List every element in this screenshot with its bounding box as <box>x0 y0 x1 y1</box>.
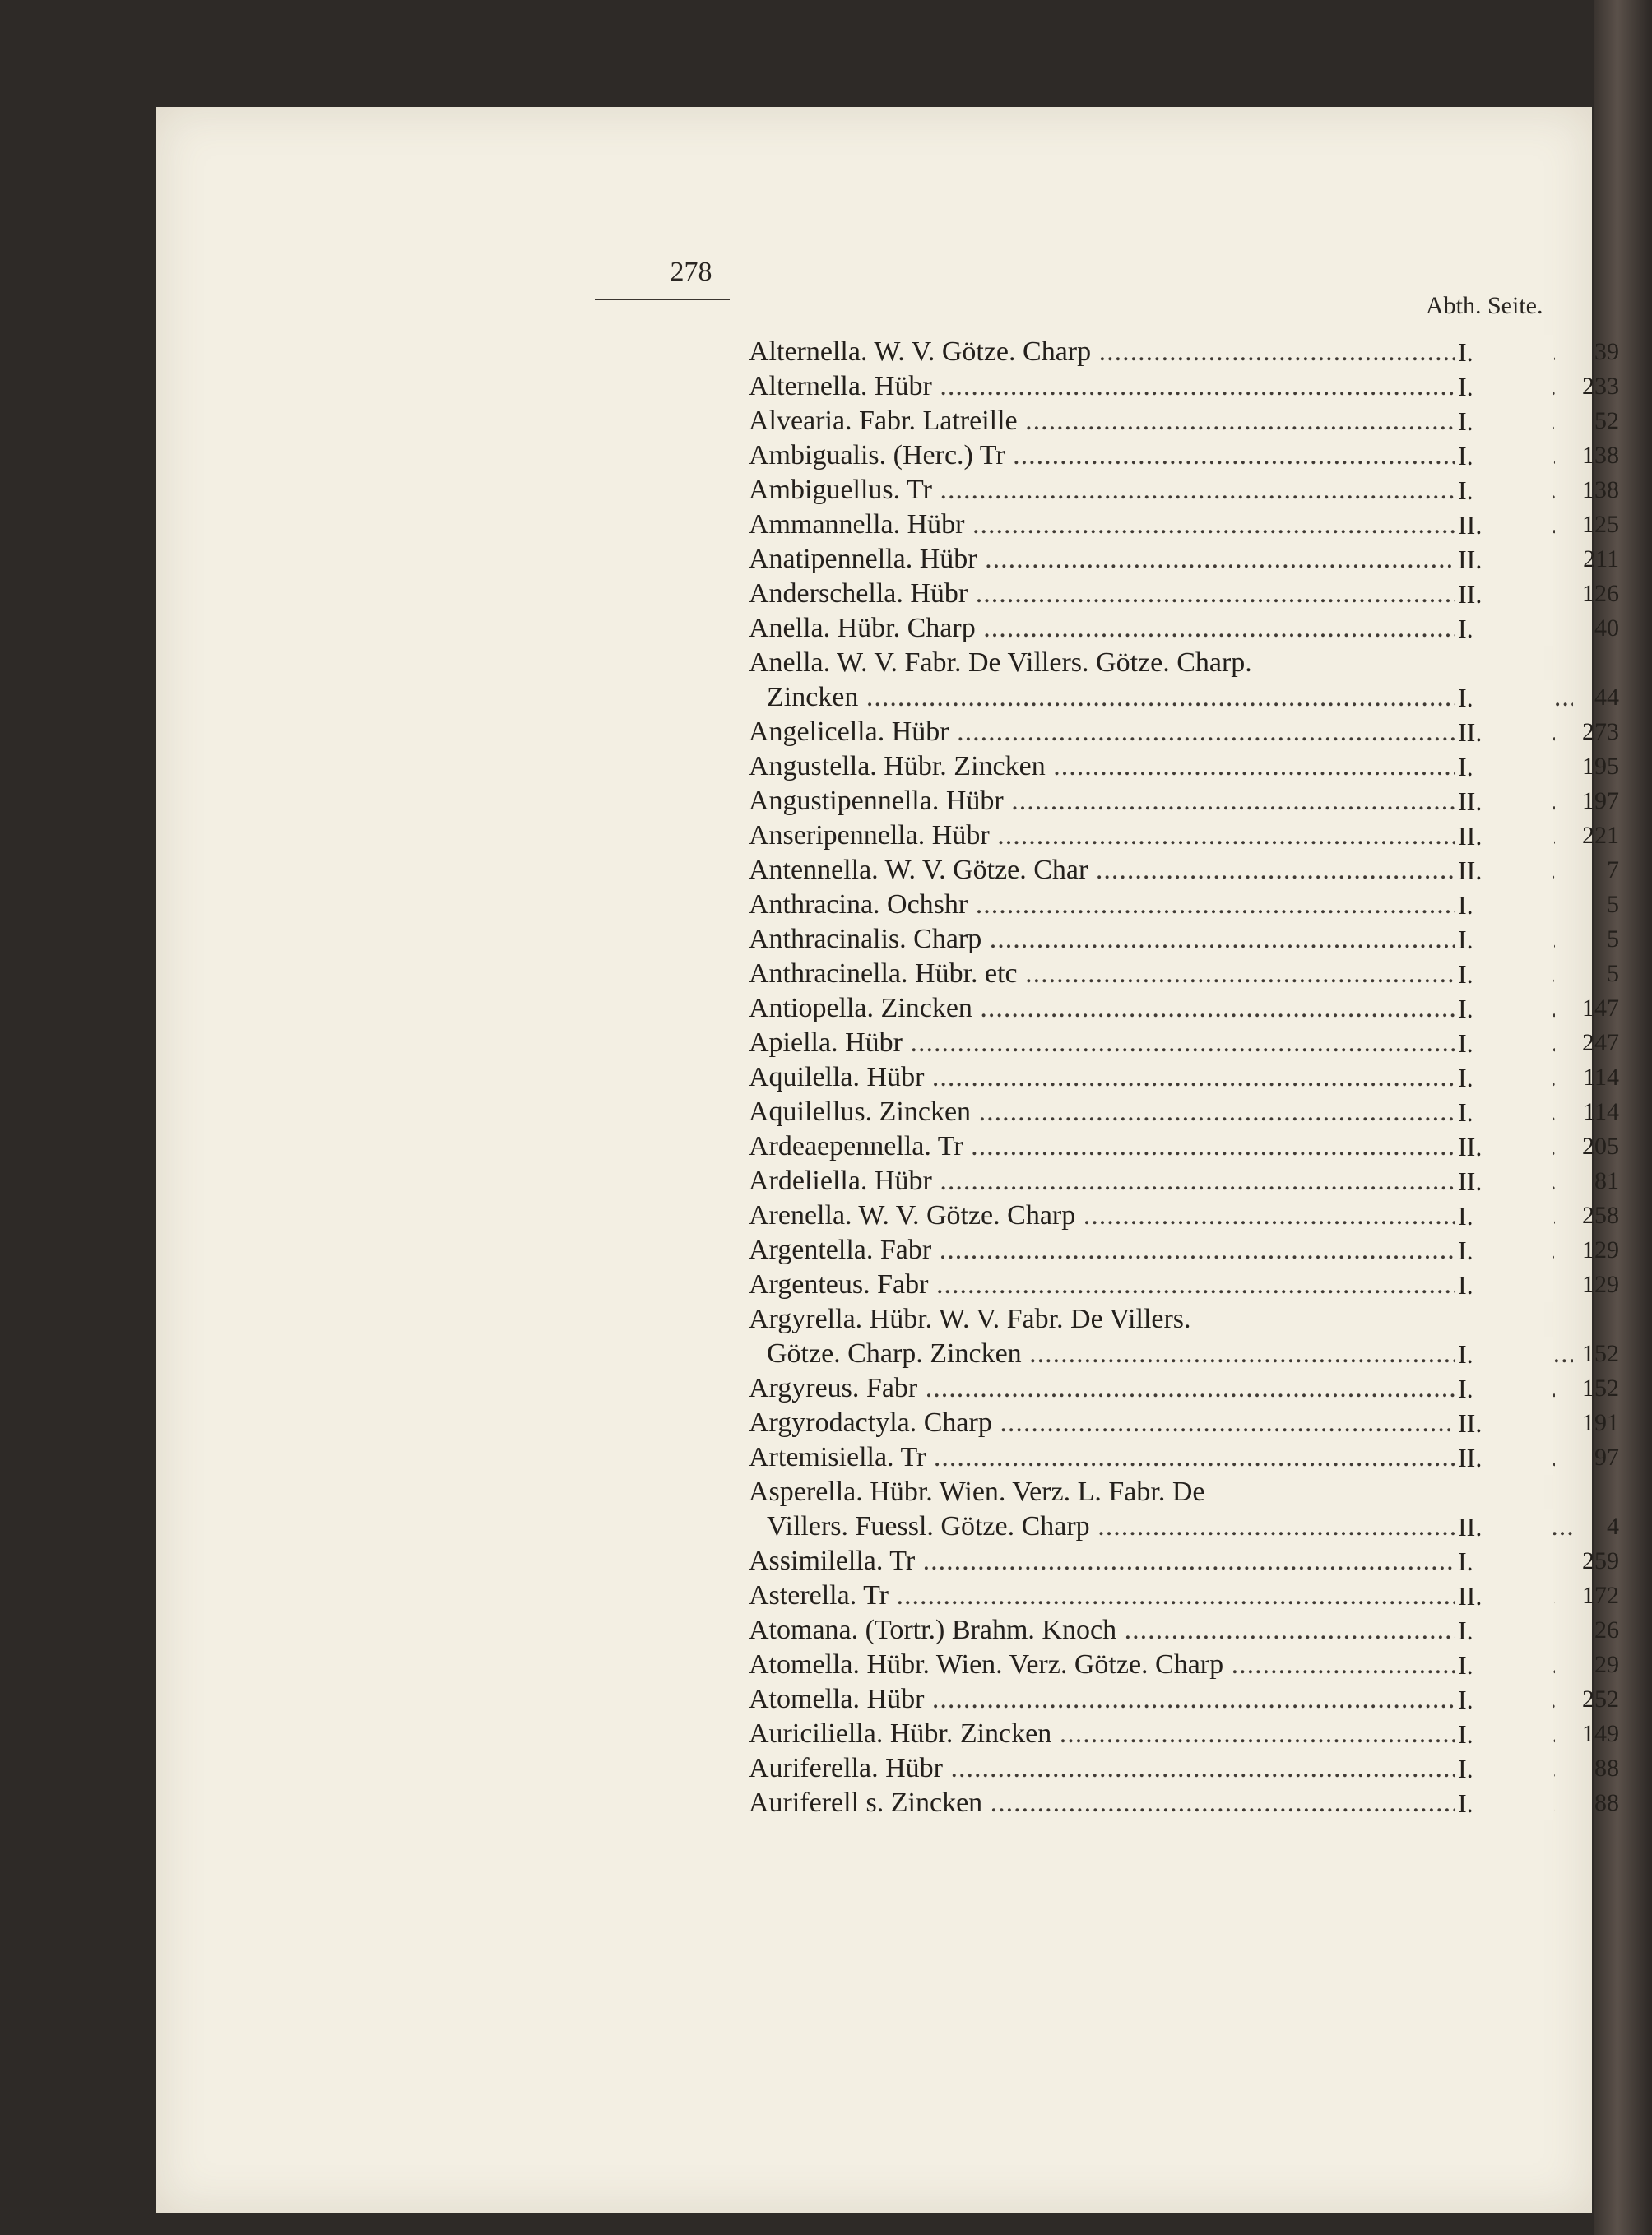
entry-name: Artemisiella. Tr ..... <box>749 1440 1555 1475</box>
entry-seite: 44 <box>1594 684 1619 711</box>
entry-name: Argenteus. Fabr ..... <box>749 1268 1555 1302</box>
entry-abth: I. <box>1458 1685 1473 1714</box>
entry-name: Ambiguellus. Tr ..... <box>749 473 1555 508</box>
index-entry <box>156 1648 1619 1682</box>
entry-name: Villers. Fuessl. Götze. Charp ..... <box>767 1509 1573 1544</box>
index-entry <box>156 818 1619 853</box>
entry-name: Apiella. Hübr ..... <box>749 1026 1555 1060</box>
index-entry <box>156 611 1619 646</box>
index-entry <box>156 1717 1619 1751</box>
index-entry <box>156 991 1619 1026</box>
index-entry <box>156 577 1619 611</box>
entry-name: Ammannella. Hübr ..... <box>749 508 1555 542</box>
index-entry <box>156 1129 1619 1164</box>
entry-abth: I. <box>1458 959 1473 989</box>
entry-abth: II. <box>1458 786 1483 816</box>
index-entry <box>156 1440 1619 1475</box>
entry-name: Götze. Charp. Zincken ..... <box>767 1337 1573 1371</box>
entry-name: Anthracinalis. Charp ..... <box>749 922 1555 957</box>
entry-seite: 52 <box>1594 407 1619 434</box>
entry-seite: 114 <box>1583 1098 1619 1125</box>
index-entry <box>156 1199 1619 1233</box>
entry-name: Anella. Hübr. Charp ..... <box>749 611 1555 646</box>
entry-name: Auriciliella. Hübr. Zincken ..... <box>749 1717 1555 1751</box>
entry-seite: 81 <box>1594 1167 1619 1194</box>
entry-abth: I. <box>1458 890 1473 920</box>
entry-name: Antennella. W. V. Götze. Char ..... <box>749 853 1555 888</box>
entry-abth: II. <box>1458 717 1483 747</box>
entry-seite: 126 <box>1582 580 1619 607</box>
entry-name: Anthracinella. Hübr. etc ..... <box>749 957 1555 991</box>
entry-name: Anatipennella. Hübr ..... <box>749 542 1555 577</box>
entry-name: Argentella. Fabr ..... <box>749 1233 1555 1268</box>
entry-abth: I. <box>1458 372 1473 401</box>
entry-seite: 147 <box>1582 995 1619 1022</box>
entry-abth: II. <box>1458 1408 1483 1438</box>
index-entry <box>156 1268 1619 1302</box>
index-entry <box>156 1095 1619 1129</box>
entry-name: Zincken ..... <box>767 680 1573 715</box>
entry-abth: II. <box>1458 579 1483 609</box>
entry-seite: 252 <box>1582 1686 1619 1713</box>
entry-seite: 138 <box>1582 476 1619 503</box>
index-entry <box>156 1509 1619 1544</box>
entry-abth: II. <box>1458 1166 1483 1196</box>
entry-seite: 26 <box>1594 1616 1619 1644</box>
entry-name: Atomana. (Tortr.) Brahm. Knoch ..... <box>749 1613 1555 1648</box>
entry-seite: 7 <box>1607 856 1619 883</box>
index-entry <box>156 749 1619 784</box>
entry-name: Asterella. Tr ..... <box>749 1579 1555 1613</box>
index-entry <box>156 646 1592 680</box>
entry-abth: I. <box>1458 1063 1473 1092</box>
index-entry <box>156 1371 1619 1406</box>
entry-abth: I. <box>1458 1719 1473 1749</box>
entry-name: Anseripennella. Hübr ..... <box>749 818 1555 853</box>
index-entry <box>156 1233 1619 1268</box>
entry-seite: 88 <box>1594 1755 1619 1782</box>
index-entry <box>156 1786 1619 1820</box>
entry-seite: 191 <box>1582 1409 1619 1436</box>
index-entry <box>156 1337 1619 1371</box>
entry-abth: I. <box>1458 1374 1473 1403</box>
index-entry <box>156 335 1619 369</box>
entry-seite: 195 <box>1582 753 1619 780</box>
index-entry <box>156 473 1619 508</box>
entry-seite: 138 <box>1582 442 1619 469</box>
index-entry <box>156 957 1619 991</box>
entry-name: Argyreus. Fabr ..... <box>749 1371 1555 1406</box>
entry-seite: 273 <box>1582 718 1619 745</box>
entry-name: Ardeaepennella. Tr ..... <box>749 1129 1555 1164</box>
entry-name: Assimilella. Tr ..... <box>749 1544 1555 1579</box>
index-entry <box>156 1682 1619 1717</box>
index-entry <box>156 1475 1592 1509</box>
entry-abth: I. <box>1458 441 1473 471</box>
entry-seite: 152 <box>1582 1375 1619 1402</box>
entry-seite: 4 <box>1607 1513 1619 1540</box>
entry-seite: 39 <box>1594 338 1619 365</box>
index-entry <box>156 1060 1619 1095</box>
entry-seite: 172 <box>1582 1582 1619 1609</box>
entry-seite: 205 <box>1582 1133 1619 1160</box>
page-number-rule <box>595 299 730 300</box>
index-entry <box>156 438 1619 473</box>
entry-seite: 211 <box>1583 545 1619 573</box>
entry-name: Arenella. W. V. Götze. Charp ..... <box>749 1199 1555 1233</box>
entry-name: Antiopella. Zincken ..... <box>749 991 1555 1026</box>
entry-abth: I. <box>1458 752 1473 781</box>
entry-abth: I. <box>1458 1650 1473 1680</box>
entry-name: Anthracina. Ochshr ..... <box>749 888 1555 922</box>
entry-name: Asperella. Hübr. Wien. Verz. L. Fabr. De <box>749 1477 1205 1507</box>
entry-name: Argyrodactyla. Charp ..... <box>749 1406 1555 1440</box>
index-entry <box>156 542 1619 577</box>
entry-abth: I. <box>1458 925 1473 954</box>
index-entry <box>156 888 1619 922</box>
entry-abth: I. <box>1458 406 1473 436</box>
entry-abth: II. <box>1458 510 1483 540</box>
entry-name: Atomella. Hübr ..... <box>749 1682 1555 1717</box>
entry-seite: 5 <box>1607 960 1619 987</box>
entry-abth: I. <box>1458 683 1473 712</box>
entry-abth: I. <box>1458 1097 1473 1127</box>
entry-seite: 88 <box>1594 1789 1619 1816</box>
entry-name: Auriferella. Hübr ..... <box>749 1751 1555 1786</box>
abth-header: Abth. <box>1426 292 1482 319</box>
index-entry <box>156 1302 1592 1337</box>
entry-name: Angustipennella. Hübr ..... <box>749 784 1555 818</box>
entry-name: Anella. W. V. Fabr. De Villers. Götze. Charp. <box>749 647 1252 678</box>
entry-abth: I. <box>1458 337 1473 367</box>
entry-abth: II. <box>1458 1581 1483 1611</box>
entry-seite: 152 <box>1582 1340 1619 1367</box>
entry-abth: I. <box>1458 1339 1473 1369</box>
entry-seite: 40 <box>1594 614 1619 642</box>
entry-name: Auriferell s. Zincken ..... <box>749 1786 1555 1820</box>
entry-abth: I. <box>1458 1546 1473 1576</box>
entry-seite: 221 <box>1582 822 1619 849</box>
entry-seite: 29 <box>1594 1651 1619 1678</box>
index-entry <box>156 1613 1619 1648</box>
entry-abth: II. <box>1458 1443 1483 1472</box>
entry-abth: II. <box>1458 856 1483 885</box>
entry-seite: 197 <box>1582 787 1619 814</box>
entry-seite: 97 <box>1594 1444 1619 1471</box>
index-entry <box>156 715 1619 749</box>
entry-abth: I. <box>1458 1201 1473 1231</box>
index-entry <box>156 784 1619 818</box>
entry-abth: I. <box>1458 994 1473 1023</box>
entry-abth: I. <box>1458 1028 1473 1058</box>
column-header <box>1426 292 1566 320</box>
entry-name: Alternella. Hübr ..... <box>749 369 1555 404</box>
index-entry <box>156 680 1619 715</box>
page-number: 278 <box>670 257 712 287</box>
entry-seite: 125 <box>1582 511 1619 538</box>
entry-name: Argyrella. Hübr. W. V. Fabr. De Villers. <box>749 1304 1191 1334</box>
entry-seite: 129 <box>1582 1271 1619 1298</box>
index-entry <box>156 369 1619 404</box>
entry-abth: I. <box>1458 1616 1473 1645</box>
entry-seite: 259 <box>1582 1547 1619 1574</box>
entry-abth: I. <box>1458 1236 1473 1265</box>
index-entry <box>156 1406 1619 1440</box>
entry-abth: I. <box>1458 1754 1473 1783</box>
entry-name: Ambigualis. (Herc.) Tr ..... <box>749 438 1555 473</box>
entry-abth: II. <box>1458 821 1483 851</box>
entry-name: Alvearia. Fabr. Latreille ..... <box>749 404 1555 438</box>
entry-name: Ardeliella. Hübr ..... <box>749 1164 1555 1199</box>
seite-header: Seite. <box>1487 292 1543 319</box>
index-entry <box>156 1544 1619 1579</box>
entry-seite: 5 <box>1607 925 1619 953</box>
entry-seite: 149 <box>1582 1720 1619 1747</box>
book-page <box>156 107 1619 2213</box>
entry-abth: I. <box>1458 614 1473 643</box>
entry-abth: II. <box>1458 1512 1483 1542</box>
entry-name: Aquilella. Hübr ..... <box>749 1060 1555 1095</box>
entry-name: Anderschella. Hübr ..... <box>749 577 1555 611</box>
index-entry <box>156 922 1619 957</box>
entry-abth: I. <box>1458 1788 1473 1818</box>
entry-abth: II. <box>1458 545 1483 574</box>
index-entries <box>156 335 1619 1820</box>
index-entry <box>156 1751 1619 1786</box>
index-entry <box>156 1579 1619 1613</box>
entry-seite: 129 <box>1582 1236 1619 1264</box>
index-entry <box>156 1026 1619 1060</box>
index-entry <box>156 508 1619 542</box>
index-entry <box>156 404 1619 438</box>
entry-name: Angustella. Hübr. Zincken ..... <box>749 749 1555 784</box>
entry-abth: I. <box>1458 1270 1473 1300</box>
entry-abth: II. <box>1458 1132 1483 1162</box>
entry-seite: 258 <box>1582 1202 1619 1229</box>
entry-name: Atomella. Hübr. Wien. Verz. Götze. Charp ..... <box>749 1648 1555 1682</box>
entry-seite: 247 <box>1582 1029 1619 1056</box>
entry-seite: 5 <box>1607 891 1619 918</box>
index-entry <box>156 1164 1619 1199</box>
index-entry <box>156 853 1619 888</box>
entry-seite: 114 <box>1583 1064 1619 1091</box>
entry-name: Aquilellus. Zincken ..... <box>749 1095 1555 1129</box>
entry-abth: I. <box>1458 475 1473 505</box>
entry-name: Alternella. W. V. Götze. Charp ..... <box>749 335 1555 369</box>
entry-seite: 233 <box>1582 373 1619 400</box>
entry-name: Angelicella. Hübr ..... <box>749 715 1555 749</box>
